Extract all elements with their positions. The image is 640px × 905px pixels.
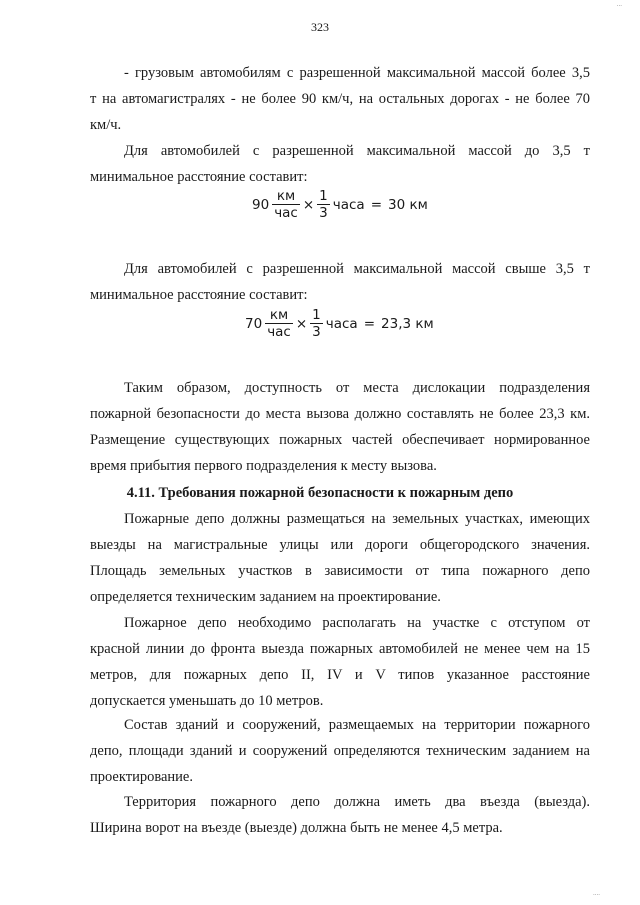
paragraph-line: т на автомагистралях - не более 90 км/ч, на остальных дорогах - не более 70 (90, 91, 590, 107)
corner-mark-bottom: .... (593, 889, 600, 897)
paragraph-line: допускается уменьшать до 10 метров. (90, 693, 324, 709)
paragraph-line: пожарной безопасности до места вызова должно составлять не более 23,3 км. (90, 406, 590, 422)
fraction-numerator: 1 (312, 307, 321, 323)
paragraph-line: депо, площади зданий и сооружений определяются техническим заданием на (90, 743, 590, 759)
paragraph-depot-entrances (90, 789, 590, 841)
paragraph-trucks (90, 60, 590, 138)
paragraph-line: время прибытия первого подразделения к месту вызова. (90, 458, 437, 474)
fraction-numerator: км (276, 188, 296, 204)
paragraph-line: проектирование. (90, 769, 193, 785)
paragraph-line: красной линии до фронта выезда пожарных автомобилей не менее чем на 15 (90, 641, 590, 657)
fraction-denominator: 3 (312, 324, 321, 340)
fraction-numerator: 1 (319, 188, 328, 204)
formula-result: 23,3 км (381, 315, 434, 332)
paragraph-heavy-vehicles (90, 256, 590, 308)
paragraph-line: Территория пожарного депо должна иметь два въезда (выезда). (124, 794, 590, 810)
fraction-denominator: час (267, 324, 291, 340)
fraction-denominator: 3 (319, 205, 328, 221)
formula-time-unit: часа (332, 196, 365, 213)
formula-time-fraction (310, 307, 323, 340)
paragraph-line: Площадь земельных участков в зависимости от типа пожарного депо (90, 563, 590, 579)
section-heading: 4.11. Требования пожарной безопасности к пожарным депо (126, 485, 514, 501)
paragraph-line: Для автомобилей с разрешенной максимальной массой до 3,5 т (124, 143, 590, 159)
formula-speed-value: 90 (252, 196, 270, 213)
fraction-denominator: час (274, 205, 298, 221)
paragraph-light-vehicles (90, 138, 590, 190)
formula-multiply-sign: × (302, 196, 315, 213)
formula-multiply-sign: × (295, 315, 308, 332)
paragraph-depot-location (90, 506, 590, 610)
formula-equals-sign: = (370, 196, 383, 213)
page-number: 323 (311, 20, 329, 34)
paragraph-line: - грузовым автомобилям с разрешенной максимальной массой более 3,5 (124, 65, 590, 81)
formula-equals-sign: = (363, 315, 376, 332)
paragraph-depot-setback (90, 610, 590, 714)
paragraph-line: минимальное расстояние составит: (90, 287, 308, 303)
paragraph-conclusion (90, 375, 590, 479)
formula-distance-light (252, 188, 428, 221)
formula-speed-fraction (265, 307, 293, 340)
formula-distance-heavy (245, 307, 434, 340)
corner-mark-top: ... (616, 0, 622, 8)
formula-time-fraction (317, 188, 330, 221)
paragraph-line: выезды на магистральные улицы или дороги общегородского значения. (90, 537, 590, 553)
formula-speed-fraction (272, 188, 300, 221)
formula-speed-value: 70 (245, 315, 263, 332)
paragraph-line: км/ч. (90, 117, 122, 133)
paragraph-line: Размещение существующих пожарных частей обеспечивает нормированное (90, 432, 590, 448)
paragraph-line: Для автомобилей с разрешенной максимальной массой свыше 3,5 т (124, 261, 590, 277)
paragraph-line: Таким образом, доступность от места дислокации подразделения (124, 380, 590, 396)
formula-time-unit: часа (325, 315, 358, 332)
fraction-numerator: км (269, 307, 289, 323)
paragraph-line: определяется техническим заданием на проектирование. (90, 589, 441, 605)
formula-result: 30 км (388, 196, 428, 213)
paragraph-depot-buildings (90, 712, 590, 790)
paragraph-line: Пожарные депо должны размещаться на земельных участках, имеющих (124, 511, 590, 527)
paragraph-line: минимальное расстояние составит: (90, 169, 308, 185)
paragraph-line: метров, для пожарных депо II, IV и V типов указанное расстояние (90, 667, 590, 683)
paragraph-line: Пожарное депо необходимо располагать на участке с отступом от (124, 615, 590, 631)
paragraph-line: Ширина ворот на въезде (выезде) должна быть не менее 4,5 метра. (90, 820, 503, 836)
paragraph-line: Состав зданий и сооружений, размещаемых на территории пожарного (124, 717, 590, 733)
